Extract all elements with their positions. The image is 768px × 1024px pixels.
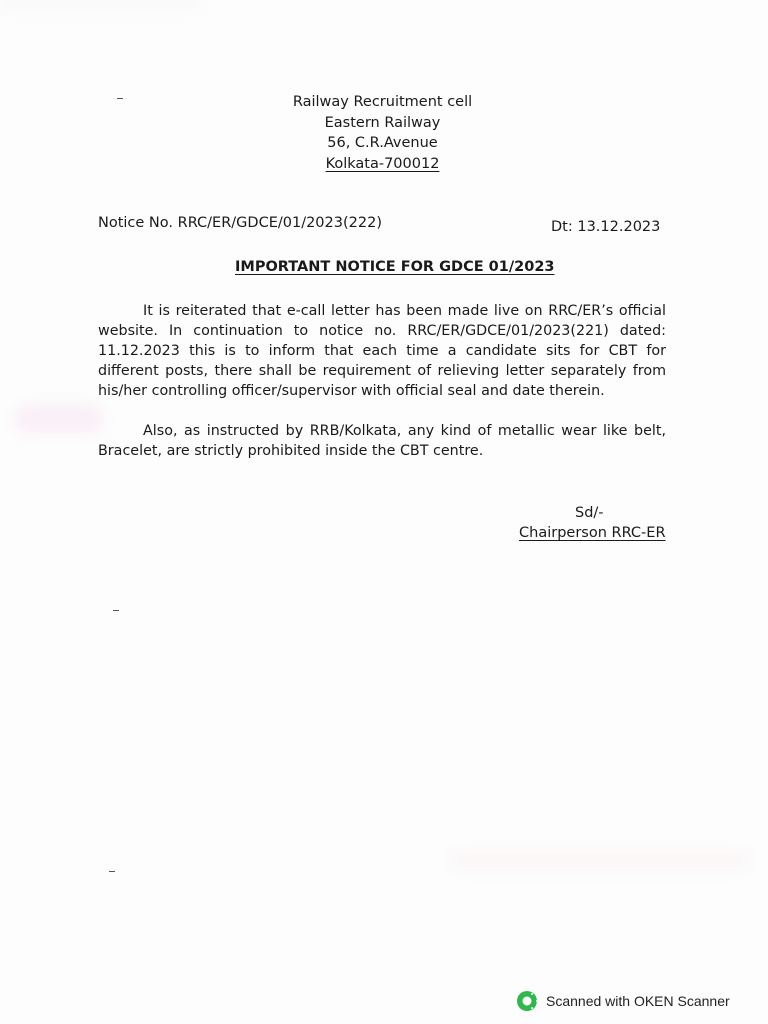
scan-smudge — [0, 0, 200, 8]
notice-paragraph-2: Also, as instructed by RRB/Kolkata, any kind of metallic wear like belt, Bracelet, are strictly prohibited inside the CBT centre. — [98, 423, 666, 459]
address-line-2: Eastern Railway — [324, 114, 441, 131]
scan-smudge — [450, 850, 750, 872]
address-line-1: Railway Recruitment cell — [292, 94, 473, 110]
notice-heading: IMPORTANT NOTICE FOR GDCE 01/2023 — [235, 259, 555, 275]
address-line-4: Kolkata-700012 — [325, 155, 440, 172]
scan-smudge — [14, 404, 104, 434]
signature-sd: Sd/- — [575, 505, 604, 521]
scan-mark — [109, 871, 115, 872]
notice-number: Notice No. RRC/ER/GDCE/01/2023(222) — [98, 215, 382, 231]
signature-designation: Chairperson RRC-ER — [519, 525, 666, 541]
address-line-3: 56, C.R.Avenue — [327, 135, 438, 151]
scanner-watermark — [516, 990, 730, 1012]
oken-scanner-logo-icon — [516, 990, 538, 1012]
notice-date: Dt: 13.12.2023 — [551, 219, 661, 235]
scan-mark — [117, 98, 123, 99]
office-address — [230, 92, 535, 174]
notice-paragraph-1: It is reiterated that e-call letter has been made live on RRC/ER’s official website. In continuation to notice no. RRC/ER/GDCE/01/2023(221) dated: 11.12.2023 this is to inform that each time a candidate sits for CBT for different posts, there shall be requirement of relieving letter separately from his/her controlling officer/supervisor with official seal and date therein. — [98, 303, 666, 399]
scanner-text: Scanned with OKEN Scanner — [546, 993, 730, 1009]
scan-mark — [113, 610, 119, 611]
